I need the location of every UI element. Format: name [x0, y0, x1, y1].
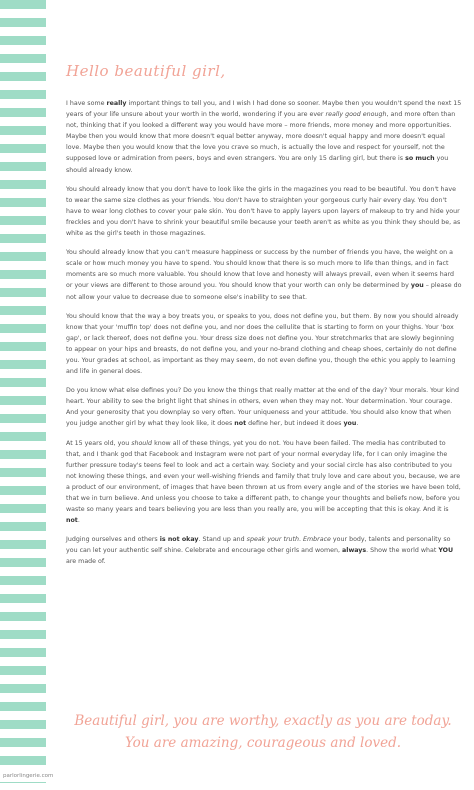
text-run: I have some [66, 100, 107, 107]
text-run: , and more often than not, thinking that if you looked a different way you would have more – more friends, more money and more opportunities. Maybe then you would know that more doesn't equal better anyway, more doesn't equal happy and more doesn't equal love. Maybe then you would know that the love you crave so much, is actually the love and respect for yourself, not the supposed love or admiration from peers, boys and even strangers. You are only 15 darling girl, but there is [66, 111, 456, 163]
text-run: At 15 years old, you [66, 439, 132, 447]
letter-body [66, 62, 462, 576]
text-run: important things to tell you, and I wish I had done so sooner. Maybe then you wouldn't spend the next 15 years of your life unsure about your worth in the world, wondering if you are ever [66, 100, 462, 119]
bold-text: really [106, 100, 127, 107]
italic-text: speak your truth [246, 536, 299, 544]
closing-message [58, 710, 468, 754]
bold-text: not [66, 517, 78, 525]
text-run: . Stand up and [198, 536, 247, 544]
bold-text: so much [405, 155, 435, 163]
italic-text: Embrace [303, 536, 331, 544]
text-run: you should already know. [66, 155, 449, 174]
letter-paragraphs [66, 98, 462, 568]
text-run: are made of. [66, 558, 106, 566]
text-run: define her, but indeed it does [246, 420, 344, 428]
bold-text: you [343, 420, 357, 428]
text-run: know all of these things, yet you do not. You have been failed. The media has contributed to that, and I thank god that Facebook and Instagram were not part of your normal everyday life, for I can only imagine the further pressure today's teens feel to look and act a certain way. Society and your social circle has also contributed to you not knowing these things, and even your well-wishing friends and family that truly love and care about you, because, we are a product of our environment, of images that have been thrown at us from every angle and of the stories we have been told, that we in turn believe. And unless you choose to take a different path, to change your thoughts and beliefs now, before you waste so many years and tears believing you are less than you really are, you will be accepting that this is okay. And it is [66, 439, 461, 514]
decorative-stripes [0, 0, 46, 790]
italic-text: should [131, 439, 153, 447]
text-run: – please do not allow your value to decrease due to someone else's inability to see that. [66, 282, 462, 301]
letter-paragraph [66, 247, 462, 302]
letter-paragraph [66, 385, 462, 429]
letter-paragraph [66, 534, 462, 567]
text-run: Judging ourselves and others [66, 536, 160, 544]
text-run: your body, talents and personality so you can let your authentic self shine. Celebrate and encourage other girls and women, [66, 536, 451, 555]
bold-text: not [234, 420, 247, 428]
text-run: Do you know what else defines you? Do you know the things that really matter at the end of the day? Your morals. Your kind heart. Your ability to see the bright light that shines in others, even when they may not. Your determination. Your courage. And your generosity that you downplay so very often. Your uniqueness and your attitude. You should also know that when you judge another girl by what they look like, it does [66, 387, 459, 428]
bold-text: always [342, 547, 367, 555]
text-run: You should already know that you don't have to look like the girls in the magazines you read to be beautiful. You don't have to wear the same size clothes as your friends. You don't have to straighten your gorgeous curly hair every day. You don't have to wear long clothes to cover your pale skin. You don't have to apply layers upon layers of makeup to try and hide your freckles and you don't have to shrink your beautiful smile because your teeth aren't as white as you think they should be, as white as the girl's teeth in those magazines. [66, 185, 461, 238]
letter-greeting: Hello beautiful girl, [66, 62, 226, 80]
text-run: You should already know that you can't measure happiness or success by the number of friends you have, the weight on a scale or how much money you have to spend. You should know that there is so much more to life than things, and in fact moments are so much more valuable. You should know that love and honesty will always prevail, even when it seems hard or your views are different to those around you. You should know that your worth can only be determined by [66, 249, 455, 290]
letter-paragraph [66, 311, 462, 378]
site-credit: parlorlingerie.com [0, 770, 63, 782]
letter-paragraph [66, 98, 462, 176]
italic-text: really good enough [325, 111, 387, 119]
text-run: . [299, 536, 304, 544]
bold-text: is not okay [159, 536, 199, 544]
text-run: . Show the world what [366, 547, 439, 555]
closing-line-2: You are amazing, courageous and loved. [124, 735, 402, 751]
closing-line-1: Beautiful girl, you are worthy, exactly as you are today. [74, 713, 452, 729]
text-run: You should know that the way a boy treats you, or speaks to you, does not define you, but them. By now you should already know that your 'muffin top' does not define you, and nor does the cellulite that is starting to form on your thighs. Your 'box gap', or lack thereof, does not define you. Your dress size does not define you. Your stretchmarks that are slowly beginning to appear on your hips and breasts, do not define you, and your no-brand clothing and cheap shoes, certainly do not define you. Your grades at school, as important as they may seem, do not even define you, though the ethic you apply to learning and life in general does. [66, 312, 459, 376]
bold-text: you [410, 282, 424, 290]
bold-text: YOU [438, 547, 454, 555]
letter-paragraph [66, 184, 462, 239]
letter-paragraph [66, 438, 462, 527]
text-run: . [356, 420, 359, 428]
text-run: . [77, 517, 80, 525]
